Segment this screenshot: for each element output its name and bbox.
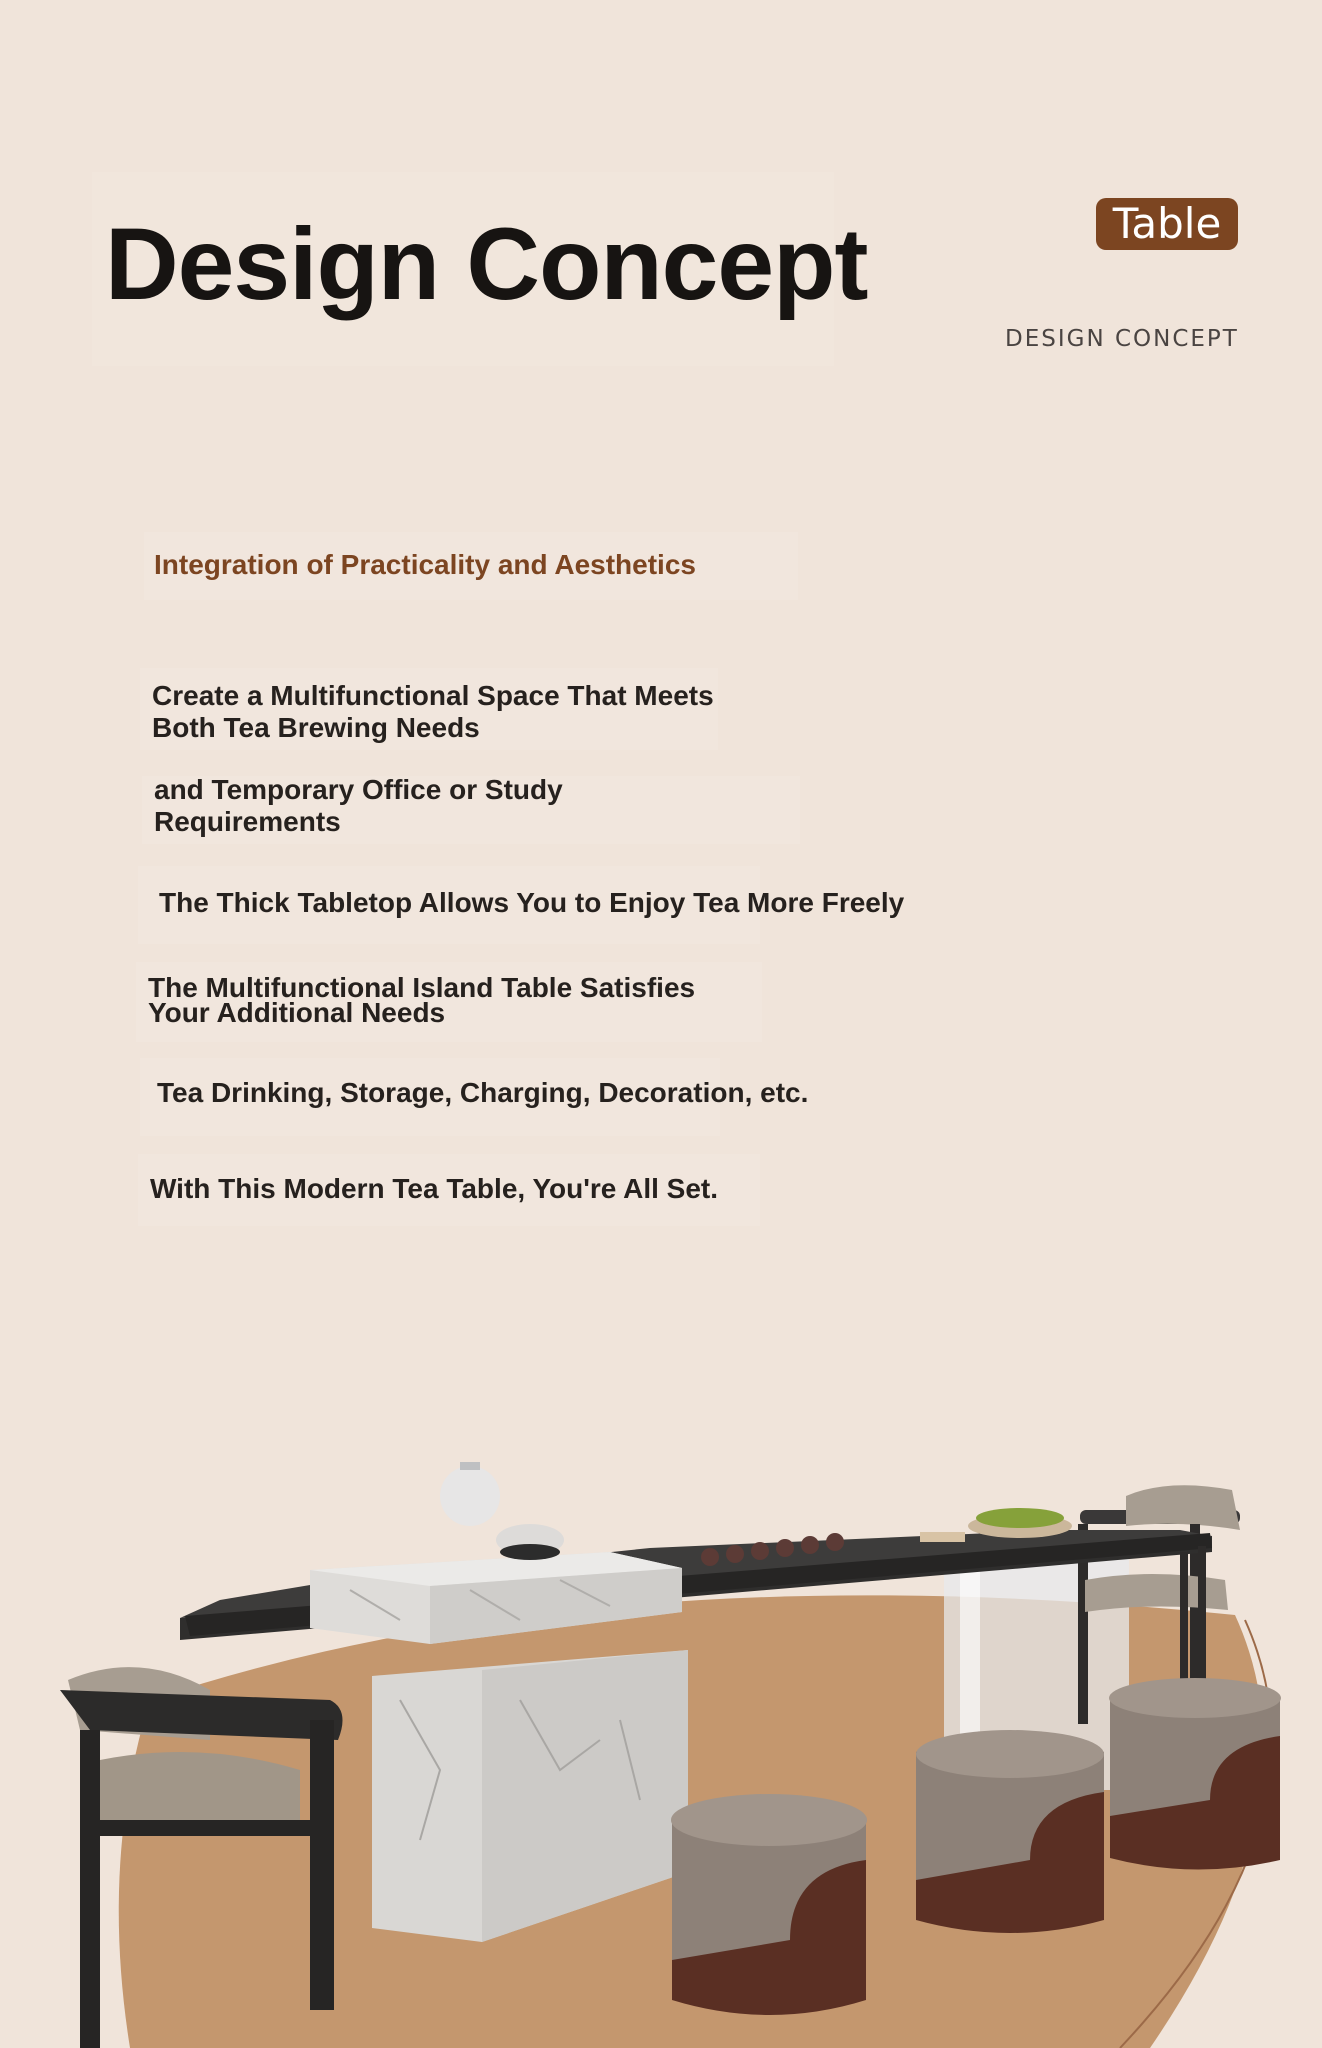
body-line: Create a Multifunctional Space That Meets: [152, 680, 714, 711]
body-line: Requirements: [154, 806, 341, 837]
body-line: The Multifunctional Island Table Satisfies: [148, 972, 696, 1003]
tea-table-illustration: [0, 1440, 1322, 2048]
page-subtitle: DESIGN CONCEPT: [1005, 326, 1239, 352]
body-line: Both Tea Brewing Needs: [152, 712, 480, 743]
stool: [916, 1730, 1104, 1933]
product-tag-badge: Table: [1096, 198, 1238, 250]
body-line: Tea Drinking, Storage, Charging, Decoration, etc.: [157, 1077, 809, 1108]
body-line: The Thick Tabletop Allows You to Enjoy Tea More Freely: [159, 887, 905, 918]
headline: Integration of Practicality and Aesthetics: [154, 549, 696, 580]
stool: [1109, 1678, 1281, 1870]
body-line: and Temporary Office or Study: [154, 774, 563, 805]
body-line: With This Modern Tea Table, You're All Set.: [150, 1173, 719, 1204]
page-title: Design Concept: [105, 207, 868, 321]
stool: [671, 1794, 867, 2015]
body-line: Your Additional Needs: [148, 997, 446, 1028]
